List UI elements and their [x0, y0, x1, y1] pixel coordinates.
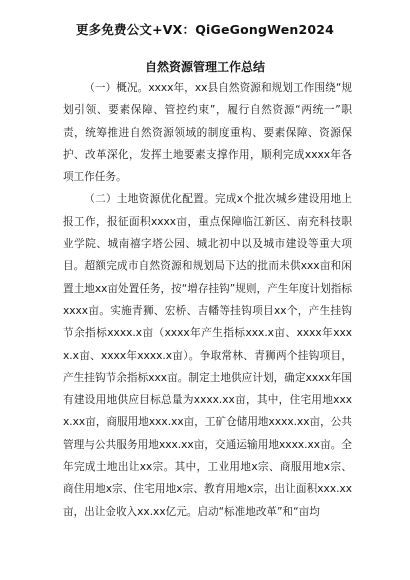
paragraph-land-allocation: （二）土地资源优化配置。完成x个批次城乡建设用地上报工作，报征面积xxxx亩，重点保障临江新区、南充科技职业学院、城南禧字塔公园、城北初中以及城市建设等重大项目。超额完成市自然资源和规划局下达的批而未供xxx亩和闲置土地xx亩处置任务，按“增存挂钩”规则，产生年度计划指标xxxx亩。实施青狮、宏桥、吉幡等挂钩项目xx个，产生挂钩节余指标xxxx.x亩（xxxx年产生指标xxx.x亩、xxxx年xxxx.x亩、xxxx年xxxx.x亩）。争取常林、青狮两个挂钩项目，产生挂钩节余指标xxx亩。制定土地供应计划，确定xxxx年国有建设用地供应目标总量为xxxx.xx亩，其中，住宅用地xxxx.xx亩，商服用地xxx.xx亩，工矿仓储用地xxxx.xx亩，公共管理与公共服务用地xxx.xx亩，交通运输用地xxxx.xx亩。全年完成土地出让xx宗。其中，工业用地x宗、商服用地x宗、商住用地x宗、住宅用地x宗、教育用地x宗，出让面积xxx.xx亩，出让金收入xx.xx亿元。启动“标准地改革”和“亩均: [63, 193, 352, 518]
document-title: 自然资源管理工作总结: [144, 60, 265, 74]
paragraph-overview: （一）概况。xxxx年，xx县自然资源和规划工作围绕“规划引领、要素保障、管控约束”，履行自然资源“两统一”职责，统筹推进自然资源领域的制度重构、要素保障、资源保护、改革深化，发挥土地要素支撑作用，顺利完成xxxx年各项工作任务。: [63, 82, 352, 184]
document-body: [63, 77, 352, 523]
watermark-header: 更多免费公文+VX：QiGeGongWen2024: [75, 22, 335, 37]
